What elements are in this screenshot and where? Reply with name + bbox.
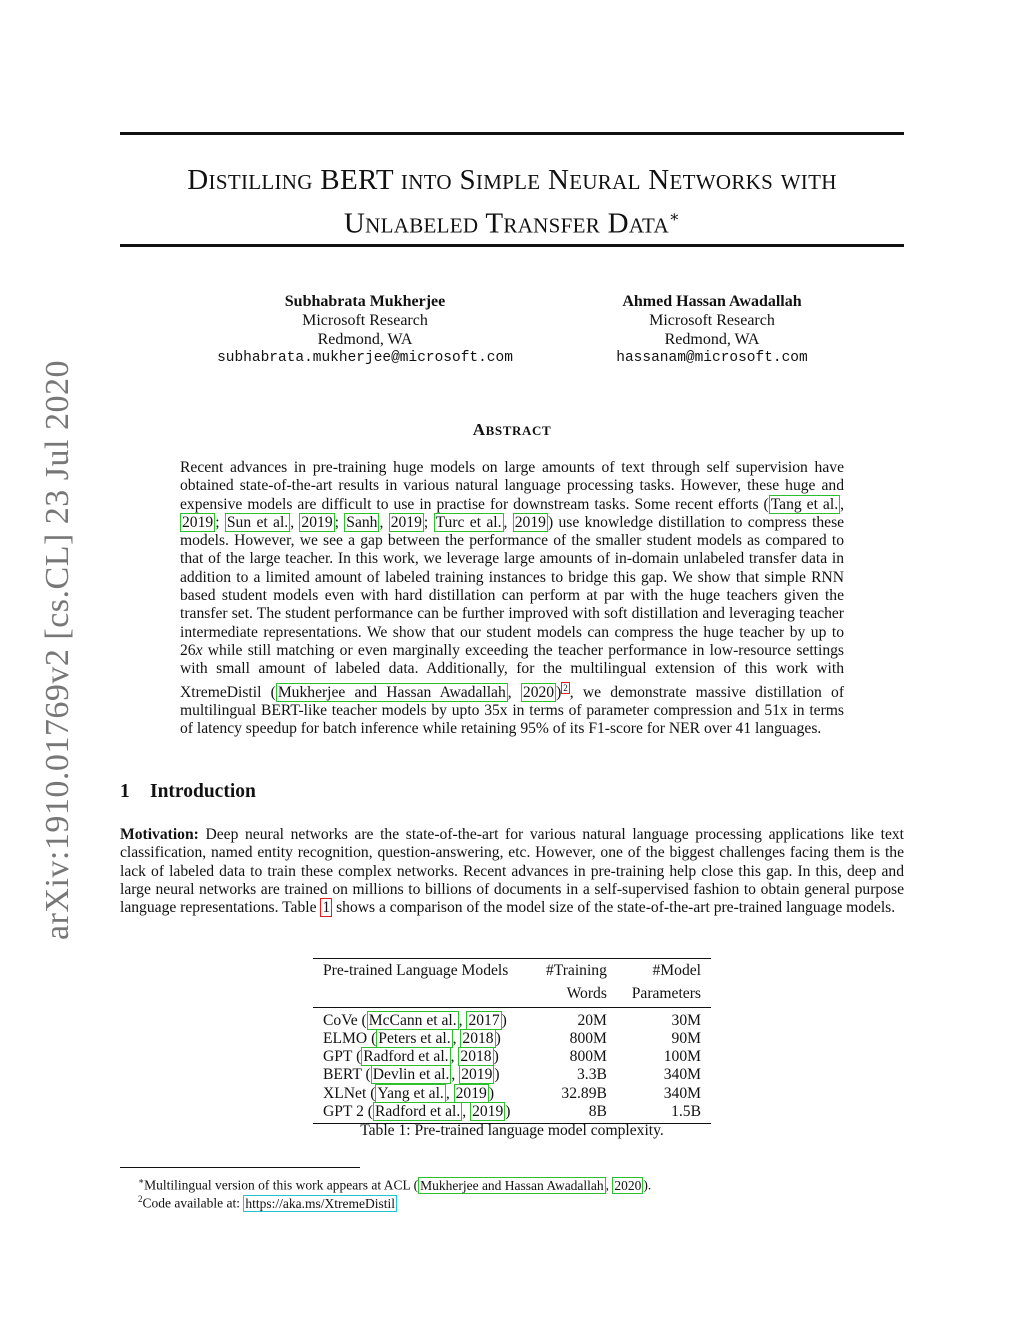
- intro-paragraph: Motivation: Deep neural networks are the state-of-the-art for various natural language processing applications like text classification, named entity recognition, question-answering, etc. However, one of the biggest challenges facing them is the lack of labeled data to train these complex networks. Recent advances in pre-training help close this gap. In this, deep and large neural networks are trained on millions to billions of documents in a self-supervised fashion to obtain general purpose language representations. Table 1 shows a comparison of the model size of the state-of-the-art pre-trained language models.: [120, 826, 904, 917]
- title-bottom-rule: [120, 244, 904, 247]
- title-footnote-mark[interactable]: ∗: [668, 209, 681, 226]
- citation-link[interactable]: Mukherjee and Hassan Awadallah: [277, 683, 506, 701]
- footnote-1: ∗Multilingual version of this work appears at ACL ( Mukherjee and Hassan Awadallah , 2020 ).: [138, 1176, 652, 1193]
- citation-link[interactable]: 2019: [514, 513, 546, 531]
- author-location: Redmond, WA: [317, 331, 413, 348]
- table-ref-link[interactable]: 1: [322, 899, 331, 917]
- model-complexity-table: [313, 958, 711, 1124]
- author-location: Redmond, WA: [664, 331, 760, 348]
- citation-link[interactable]: Mukherjee and Hassan Awadallah: [420, 1177, 604, 1193]
- citation-link[interactable]: 2019: [461, 1066, 493, 1084]
- footnote-ref-link[interactable]: 2: [563, 682, 568, 693]
- table-caption: Table 1: Pre-trained language model complexity.: [360, 1122, 664, 1139]
- footnote-rule: [120, 1167, 360, 1168]
- table-row: XLNet ( Yang et al. , 2019 ) 32.89B 340M: [323, 1084, 701, 1102]
- citation-link[interactable]: 2019: [390, 513, 422, 531]
- citation-link[interactable]: 2019: [182, 513, 214, 531]
- math-variable: x: [195, 641, 203, 659]
- header-training: #Training: [532, 959, 617, 983]
- title-top-rule: [120, 132, 904, 135]
- citation-link[interactable]: 2019: [301, 513, 333, 531]
- citation-link[interactable]: 2018: [460, 1048, 492, 1066]
- abstract-text: Recent advances in pre-training huge models on large amounts of text through self supervision have obtained state-of-the-art results in various natural language processing tasks. However, these huge and expensive models are difficult to use in practise for downstream tasks. Some recent efforts ( Tang et al. , 2019 ; Sun et al. , 2019 ; Sanh , 2019 ; Turc et al. , 2019 ) use knowledge distillation to compress these models. However, we see a gap between the performance of the smaller student models as compared to that of the large teacher. In this work, we leverage large amounts of in-domain unlabeled transfer data in addition to a limited amount of labeled training instances to bridge this gap. We show that simple RNN based student models even with hard distillation can perform at par with the huge teachers given the transfer set. The student performance can be further improved with soft distillation and leveraging teacher intermediate representations. We show that our student models can compress the huge teacher by up to 26x while still matching or even marginally exceeding the teacher performance in low-resource settings with small amount of labeled data. Additionally, for the multilingual extension of this work with XtremeDistil ( Mukherjee and Hassan Awadallah , 2020 ) $^2$ , we demonstrate massive distillation of multilingual BERT-like teacher models by upto 35x in terms of parameter compression and 51x in terms of latency speedup for batch inference while retaining 95% of its F1-score for NER over 41 languages.: [180, 459, 845, 738]
- citation-link[interactable]: Peters et al.: [378, 1029, 451, 1047]
- header-model: Pre-trained Language Models: [313, 959, 532, 983]
- author-email[interactable]: subhabrata.mukherjee@microsoft.com: [217, 350, 513, 366]
- author-affiliation: Microsoft Research: [302, 312, 428, 329]
- citation-link[interactable]: Tang et al.: [770, 495, 839, 513]
- abstract-heading: ABSTRACT: [472, 420, 552, 439]
- author-name: Subhabrata Mukherjee: [284, 293, 446, 310]
- table-row: GPT 2 ( Radford et al. , 2019 ) 8B 1.5B: [313, 1103, 711, 1124]
- author-1: [185, 292, 545, 368]
- header-params-parameters: Parameters: [617, 982, 711, 1007]
- citation-link[interactable]: Sanh: [346, 513, 378, 531]
- table-row: GPT ( Radford et al. , 2018 ) 800M 100M: [323, 1048, 701, 1066]
- citation-link[interactable]: Turc et al.: [435, 513, 502, 531]
- citation-link[interactable]: 2020: [614, 1177, 642, 1193]
- citation-link[interactable]: Yang et al.: [377, 1084, 444, 1102]
- citation-link[interactable]: McCann et al.: [368, 1011, 457, 1029]
- citation-link[interactable]: 2018: [462, 1029, 494, 1047]
- citation-link[interactable]: Radford et al.: [374, 1103, 461, 1121]
- section-heading: [120, 781, 256, 803]
- author-2: [552, 292, 872, 368]
- paragraph-lead: Motivation:: [120, 826, 199, 843]
- citation-link[interactable]: 2017: [468, 1011, 500, 1029]
- author-affiliation: Microsoft Research: [649, 312, 775, 329]
- paper-title: [120, 162, 904, 244]
- citation-link[interactable]: 2020: [522, 683, 555, 701]
- header-training-words: Words: [532, 982, 617, 1007]
- title-line-2: UNLABELED TRANSFER DATA∗: [343, 207, 681, 240]
- citation-link[interactable]: 2019: [455, 1084, 487, 1102]
- author-email[interactable]: hassanam@microsoft.com: [616, 350, 808, 366]
- citation-link[interactable]: Sun et al.: [226, 513, 289, 531]
- table-row: BERT ( Devlin et al. , 2019 ) 3.3B 340M: [323, 1066, 701, 1084]
- table-header-row: [313, 982, 711, 1007]
- author-name: Ahmed Hassan Awadallah: [622, 293, 802, 310]
- citation-link[interactable]: Radford et al.: [363, 1048, 449, 1066]
- url-link[interactable]: https://aka.ms/XtremeDistil: [245, 1195, 395, 1211]
- citation-link[interactable]: Devlin et al.: [372, 1066, 450, 1084]
- table-header-row: [313, 959, 711, 983]
- section-number: 1: [120, 781, 130, 802]
- footnote-2: $^2$Code available at: https://aka.ms/XtremeDistil: [138, 1194, 395, 1211]
- header-params: #Model: [617, 959, 711, 983]
- section-title: Introduction: [150, 781, 256, 802]
- table-row: ELMO ( Peters et al. , 2018 ) 800M 90M: [323, 1029, 701, 1047]
- arxiv-identifier: arXiv:1910.01769v2 [cs.CL] 23 Jul 2020: [39, 360, 76, 940]
- citation-link[interactable]: 2019: [472, 1103, 504, 1121]
- title-line-1: DISTILLING BERT INTO SIMPLE NEURAL NETWORKS WITH: [187, 164, 837, 196]
- table-row: CoVe ( McCann et al. , 2017 ) 20M 30M: [323, 1011, 701, 1029]
